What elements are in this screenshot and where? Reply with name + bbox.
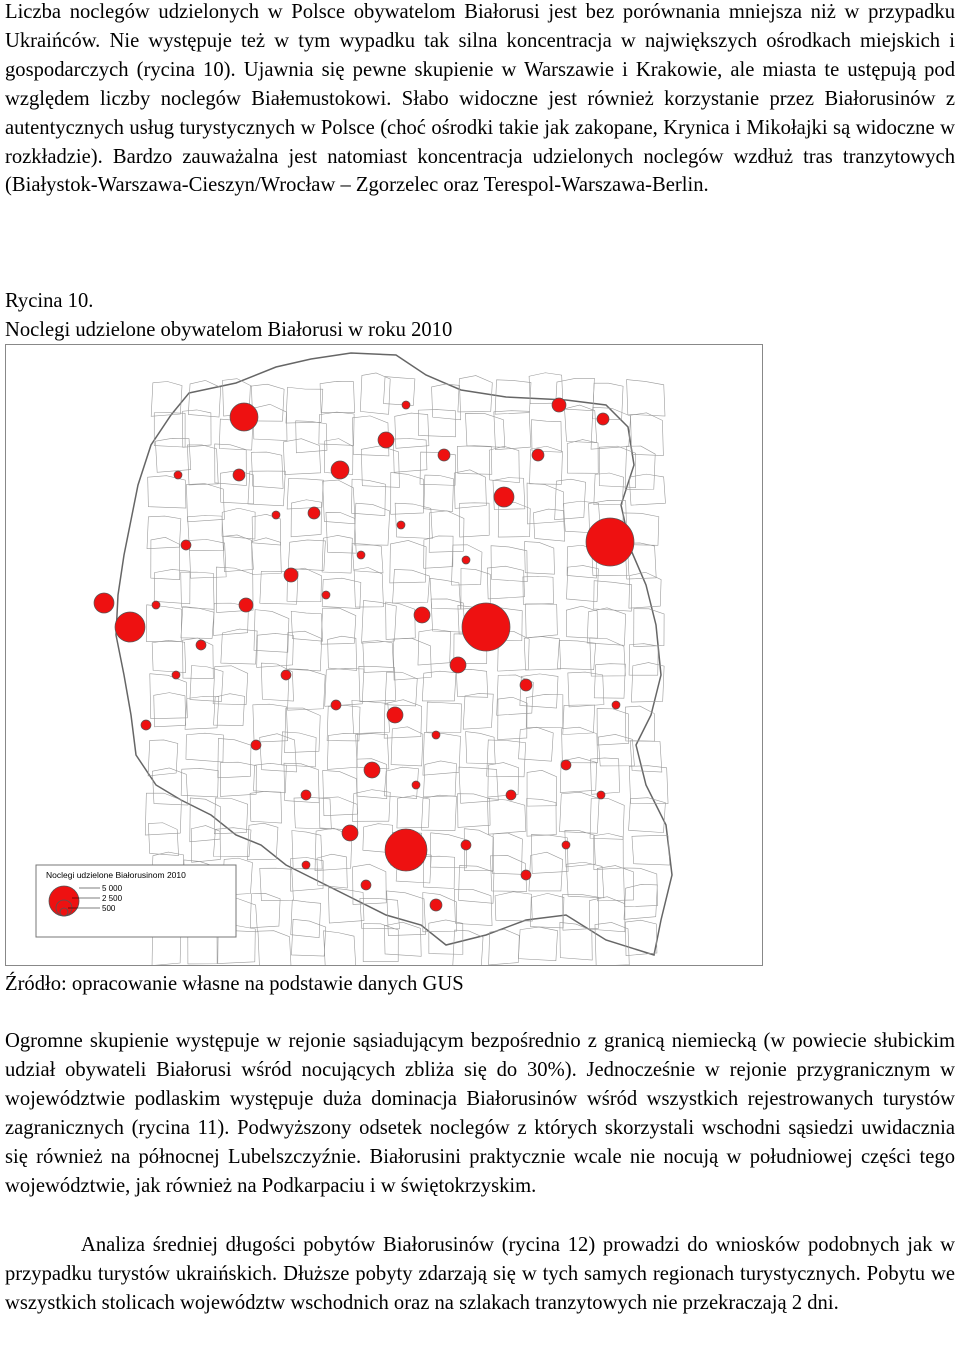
symbol-circle [520,679,532,691]
map-legend [36,865,236,937]
symbol-circle [461,840,471,850]
symbol-circle [552,398,566,412]
symbol-circle [331,700,341,710]
symbol-circle [251,740,261,750]
symbol-circle [141,720,151,730]
symbol-circle [172,671,180,679]
symbol-circle [462,556,470,564]
symbol-circle [462,603,510,651]
symbol-circle [272,511,280,519]
symbol-circle [561,760,571,770]
symbol-circle [230,403,258,431]
symbol-circle [430,899,442,911]
symbol-circle [284,568,298,582]
symbol-circle [115,612,145,642]
symbol-circle [361,880,371,890]
symbol-circle [322,591,330,599]
symbol-circle [364,762,380,778]
symbol-circle [174,471,182,479]
symbol-circle [301,790,311,800]
symbol-circle [597,413,609,425]
symbol-circle [612,701,620,709]
symbol-circle [378,432,394,448]
symbol-circle [506,790,516,800]
legend-title: Noclegi udzielone Białorusinom 2010 [46,870,186,880]
symbol-circle [385,829,427,871]
symbol-circle [414,607,430,623]
symbol-circle [597,791,605,799]
figure-source: Źródło: opracowanie własne na podstawie danych GUS [5,973,464,995]
symbol-circle [402,401,410,409]
legend-value-5000: 5 000 [102,884,123,893]
symbol-circle [432,731,440,739]
symbol-circle [181,540,191,550]
symbol-circle [342,825,358,841]
symbol-circle [281,670,291,680]
symbol-circle [521,870,531,880]
symbol-circle [233,469,245,481]
symbol-circle [196,640,206,650]
symbol-circle [397,521,405,529]
legend-value-500: 500 [102,904,116,913]
symbol-circle [562,841,570,849]
symbol-circle [239,598,253,612]
body-paragraph-3: Analiza średniej długości pobytów Białorusinów (rycina 12) prowadzi do wniosków podobnych jak w przypadku turystów ukraińskich. Dłuższe pobyty zdarzają się w tych samych regionach turystycznych. Pobytu we wszystkich stolicach województw wschodnich oraz na szlakach tranzytowych nie przekraczają 2 dni. [5,1234,955,1314]
poland-map [6,345,762,965]
symbol-circle [308,507,320,519]
symbol-circle [438,449,450,461]
symbol-circle [152,601,160,609]
body-paragraph-2: Ogromne skupienie występuje w rejonie sąsiadującym bezpośrednio z granicą niemiecką (w powiecie słubickim udział obywateli Białorusi wśród nocujących zbliża się do 30%). Jednocześnie w rejonie przygranicznym w województwie podlaskim występuje duża dominacja Białorusinów wśród wszystkich rejestrowanych turystów zagranicznych (rycina 11). Podwyższony odsetek noclegów z których skorzystali wschodni sąsiedzi uwidacznia się również na północnej Lubelszczyźnie. Białorusini praktycznie wcale nie nocują w południowej części tego województwie, jak również na Podkarpaciu i w świętokrzyskim. [5,1030,955,1197]
intro-paragraph: Liczba noclegów udzielonych w Polsce obywatelom Białorusi jest bez porównania mniejsza niż w przypadku Ukraińców. Nie występuje też w tym wypadku tak silna koncentracja w największych ośrodkach miejskich i gospodarczych (rycina 10). Ujawnia się pewne skupienie w Warszawie i Krakowie, ale miasta te ustępują pod względem liczby noclegów Białemustokowi. Słabo widoczne jest również korzystanie przez Białorusinów z autentycznych usług turystycznych w Polsce (choć ośrodki takie jak zakopane, Krynica i Mikołajki są widoczne w rozkładzie). Bardzo zauważalna jest natomiast koncentracja udzielonych noclegów wzdłuż tras tranzytowych (Białystok-Warszawa-Cieszyn/Wrocław – Zgorzelec oraz Terespol-Warszawa-Berlin. [5,1,955,197]
choropleth-map-figure [5,344,763,966]
figure-label: Rycina 10. [5,290,94,312]
symbol-circle [494,487,514,507]
symbol-circle [302,861,310,869]
symbol-circle [357,551,365,559]
symbol-circle [532,449,544,461]
legend-value-2500: 2 500 [102,894,123,903]
symbol-circle [586,518,634,566]
symbol-circle [450,657,466,673]
symbol-circle [331,461,349,479]
figure-caption: Noclegi udzielone obywatelom Białorusi w roku 2010 [5,319,453,341]
symbol-circle [387,707,403,723]
symbol-circle [94,593,114,613]
symbol-circle [412,781,420,789]
